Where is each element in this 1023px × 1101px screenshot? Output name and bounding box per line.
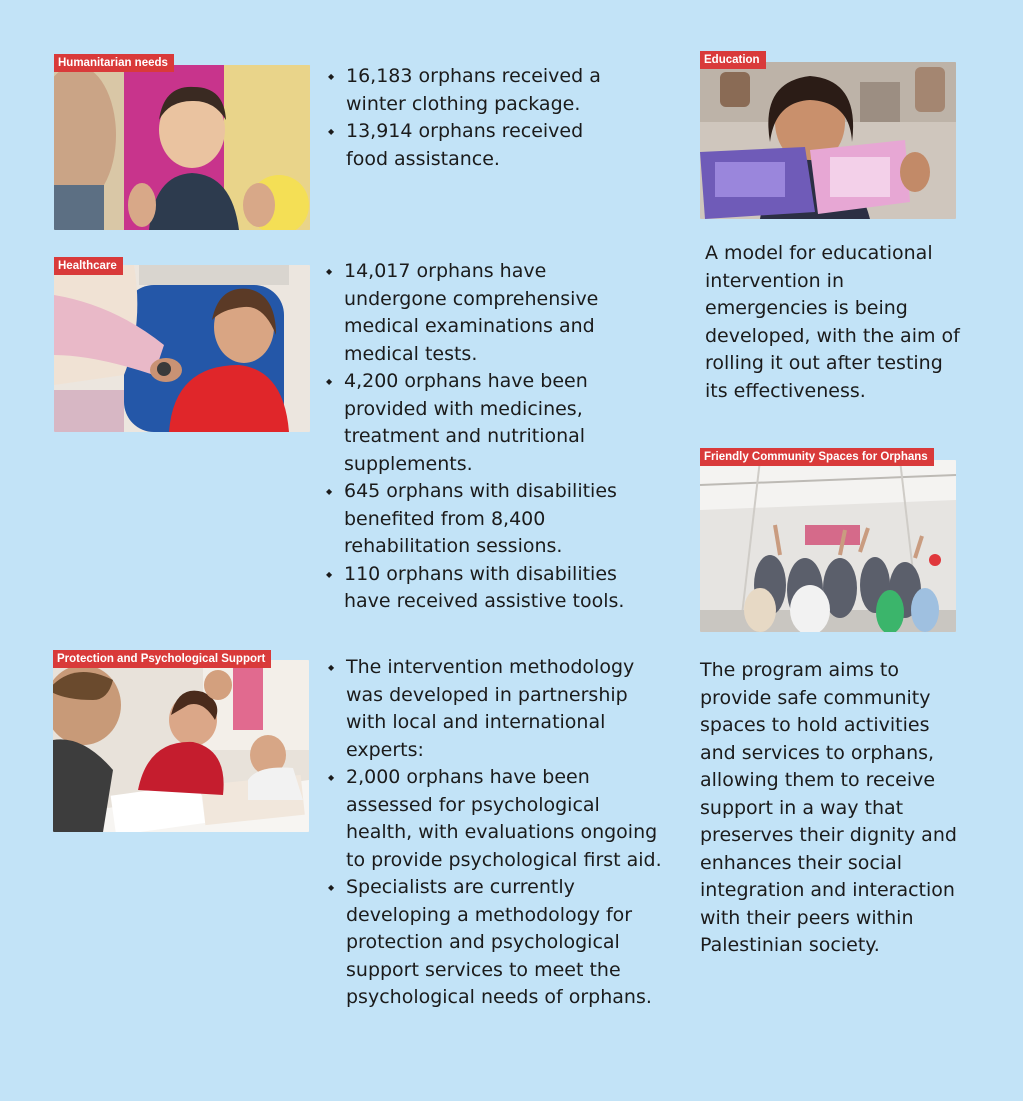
list-item: ◆ 2,000 orphans have been assessed for psychological health, with evaluations ongoing to provide psychological first aid.: [326, 764, 664, 874]
list-item: ◆ The intervention methodology was developed in partnership with local and international experts:: [326, 654, 664, 764]
education-photo: [700, 62, 956, 219]
humanitarian-needs-tag: Humanitarian needs: [54, 54, 174, 72]
community-spaces-description: The program aims to provide safe community spaces to hold activities and services to orphans, allowing them to receive support in a way that preserves their dignity and enhances their social integration and interaction with their peers within Palestinian society.: [700, 659, 957, 956]
list-item: ◆ 14,017 orphans have undergone comprehensive medical examinations and medical tests.: [324, 258, 644, 368]
community-spaces-photo: [700, 460, 956, 632]
list-item: ◆ 13,914 orphans received food assistance.: [326, 118, 626, 173]
protection-support-tag: Protection and Psychological Support: [53, 650, 271, 668]
humanitarian-needs-list: [326, 63, 626, 173]
list-item: ◆ Specialists are currently developing a methodology for protection and psychological support services to meet the psychological needs of orphans.: [326, 874, 664, 1012]
healthcare-tag: Healthcare: [54, 257, 123, 275]
protection-support-list: [326, 654, 664, 1012]
healthcare-photo: [54, 265, 310, 432]
community-spaces-tag: Friendly Community Spaces for Orphans: [700, 448, 934, 466]
list-item: ◆ 645 orphans with disabilities benefited from 8,400 rehabilitation sessions.: [324, 478, 644, 561]
education-description: A model for educational intervention in emergencies is being developed, with the aim of rolling it out after testing its effectiveness.: [705, 242, 960, 402]
list-item: ◆ 4,200 orphans have been provided with medicines, treatment and nutritional supplements.: [324, 368, 644, 478]
education-tag: Education: [700, 51, 766, 69]
protection-support-photo: [53, 660, 309, 832]
list-item: ◆ 110 orphans with disabilities have received assistive tools.: [324, 561, 644, 616]
humanitarian-needs-photo: [54, 65, 310, 230]
list-item: ◆ 16,183 orphans received a winter clothing package.: [326, 63, 626, 118]
healthcare-list: [324, 258, 644, 616]
